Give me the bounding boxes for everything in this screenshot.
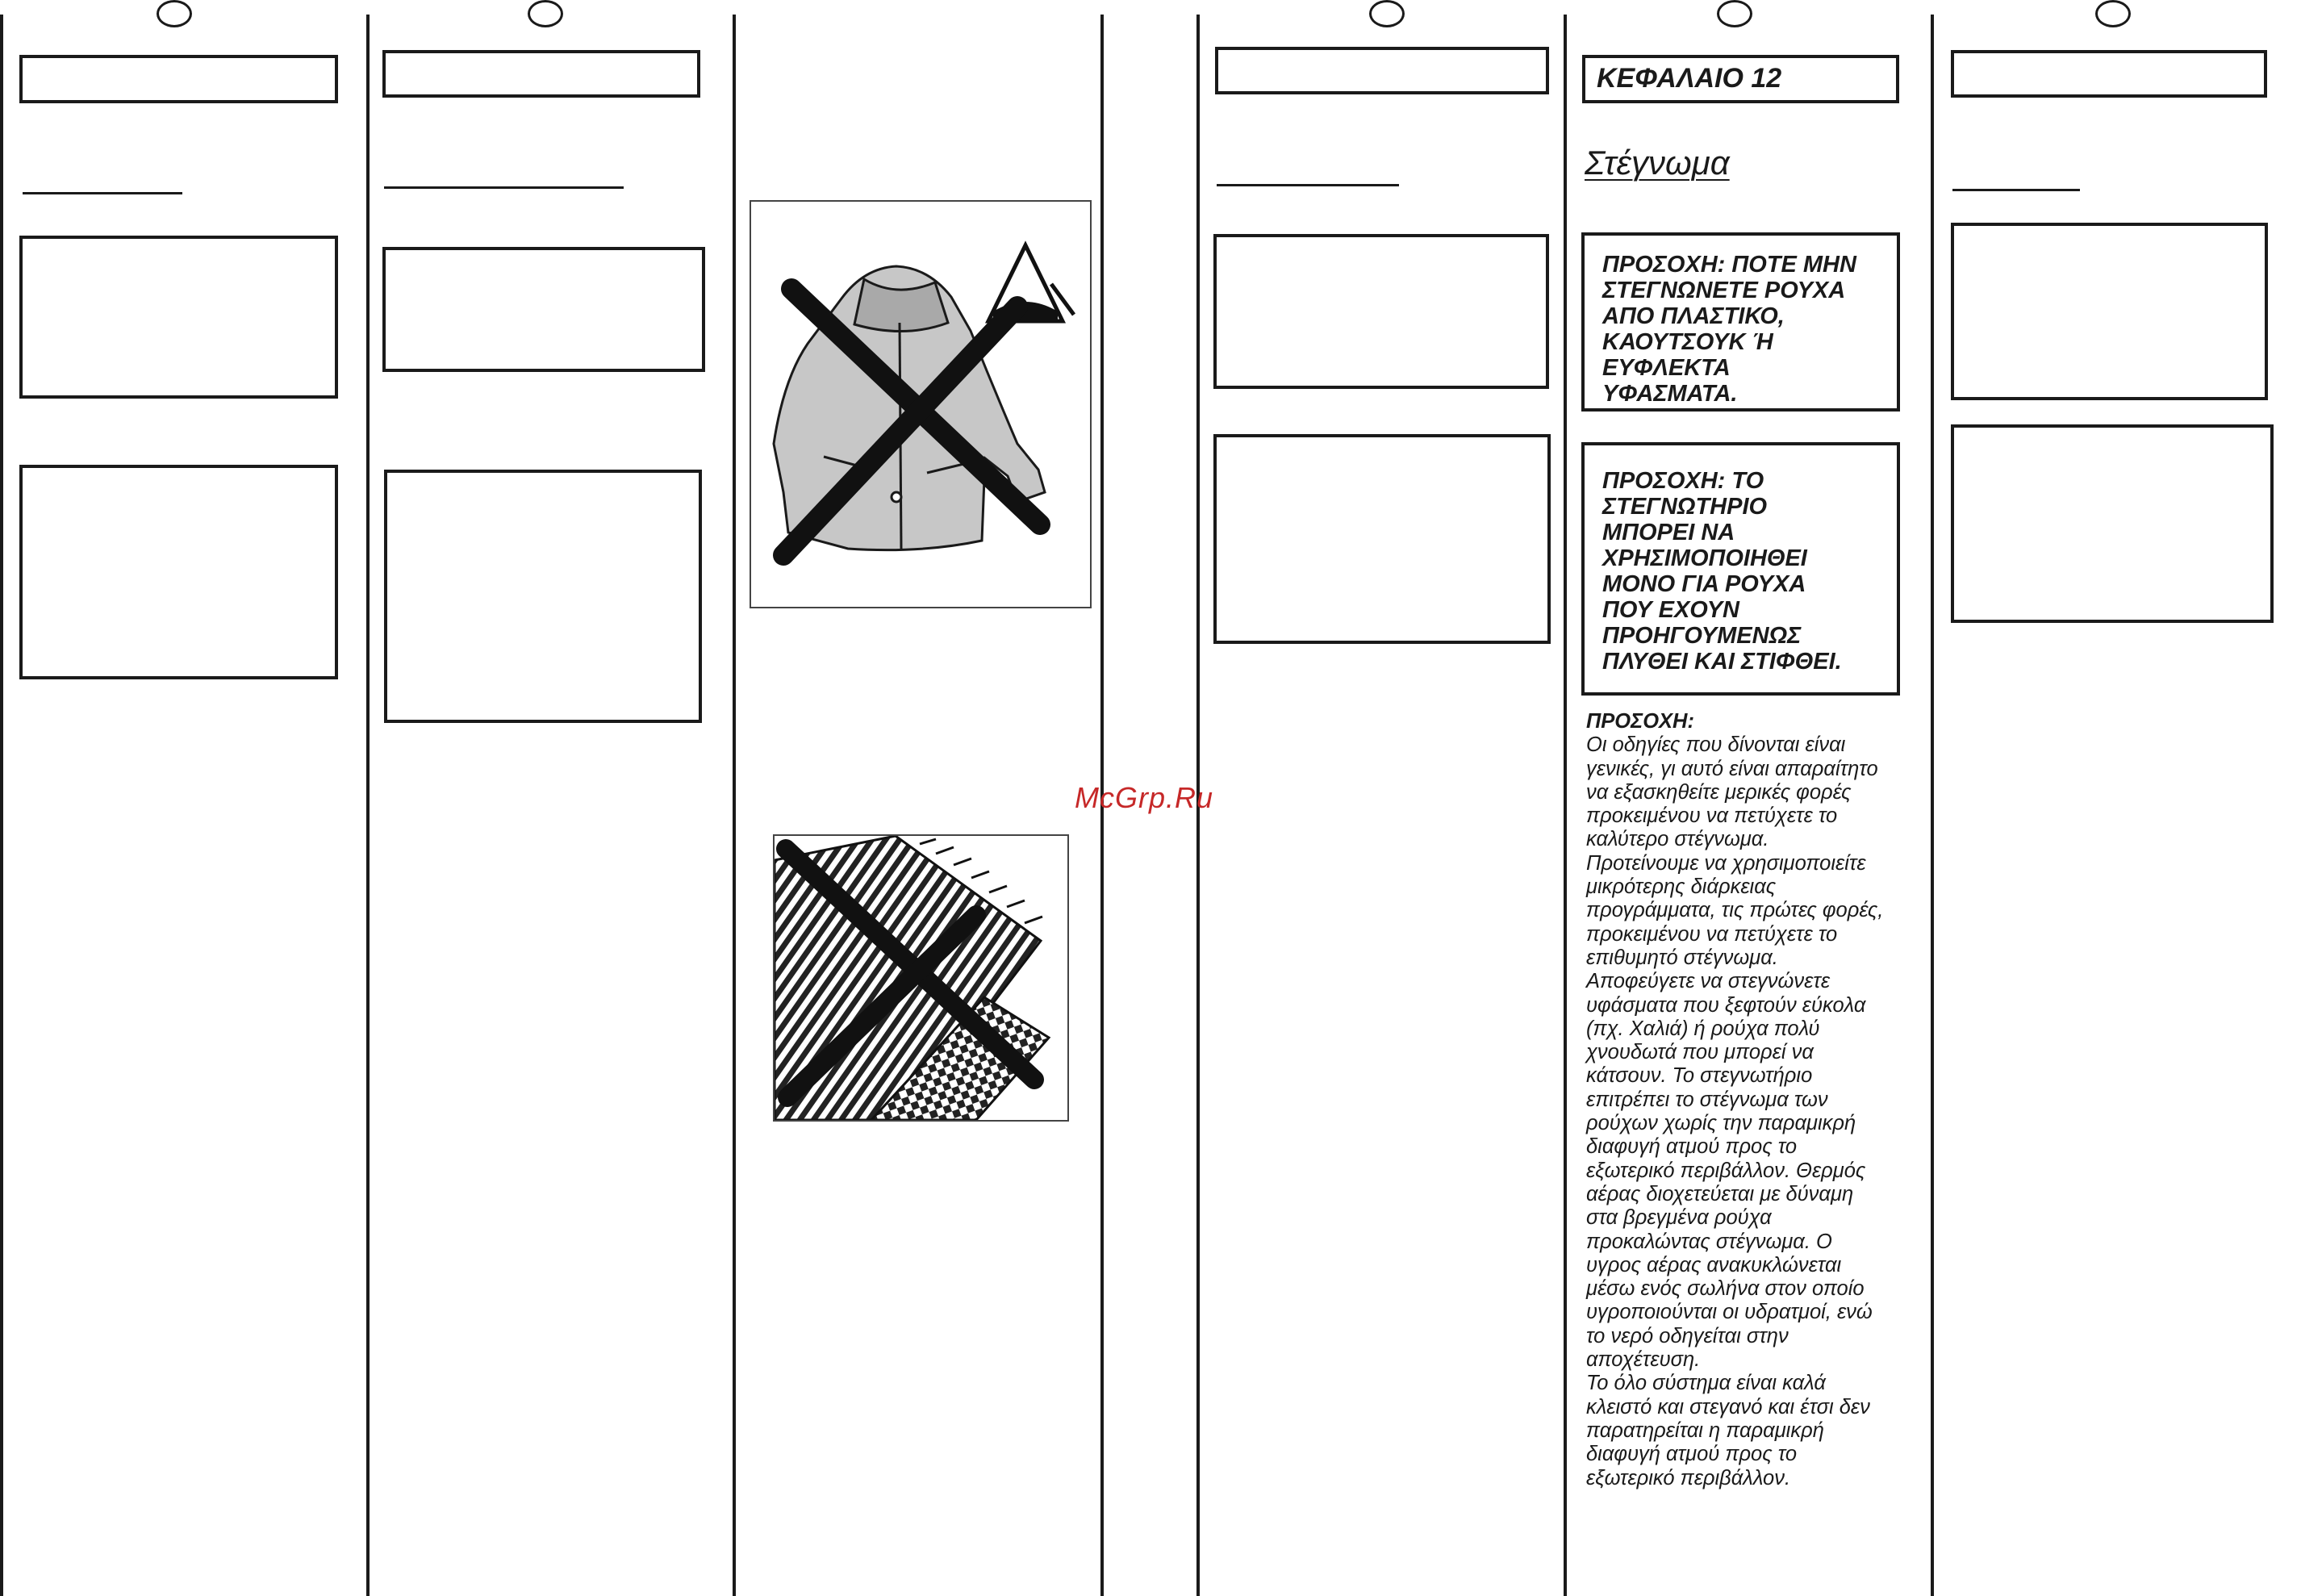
column-divider — [733, 15, 736, 1596]
warning-line: ΠΡΟΗΓΟΥΜΕΝΩΣ — [1602, 623, 1802, 649]
body-line: ρούχων χωρίς την παραμικρή — [1586, 1112, 1856, 1135]
body-heading: ΠΡΟΣΟΧΗ: — [1586, 710, 1694, 733]
warning-box-2 — [1581, 442, 1900, 696]
empty-note-box — [1213, 434, 1551, 644]
empty-underline — [384, 186, 624, 189]
warning-line: ΠΡΟΣΟΧΗ: ΤΟ — [1602, 468, 1764, 494]
body-line: μέσω ενός σωλήνα στον οποίο — [1586, 1277, 1865, 1301]
binding-hole-3 — [1369, 0, 1405, 27]
jacket-figure — [750, 200, 1092, 608]
body-line: Το όλο σύστημα είναι καλά — [1586, 1372, 1826, 1395]
empty-underline — [1952, 189, 2080, 191]
body-line: προκαλώντας στέγνωμα. Ο — [1586, 1230, 1832, 1253]
warning-line: ΑΠΟ ΠΛΑΣΤΙΚΟ, — [1602, 303, 1785, 329]
body-line: κλειστό και στεγανό και έτσι δεν — [1586, 1395, 1870, 1418]
body-line: προκειμένου να πετύχετε το — [1586, 804, 1838, 828]
empty-header-box — [1215, 47, 1549, 94]
warning-line: ΥΦΑΣΜΑΤΑ. — [1602, 381, 1738, 407]
warning-line: ΠΛΥΘΕΙ ΚΑΙ ΣΤΙΦΘΕΙ. — [1602, 649, 1842, 675]
body-line: να εξασκηθείτε μερικές φορές — [1586, 780, 1852, 804]
body-line: παρατηρείται η παραμικρή — [1586, 1418, 1824, 1442]
rug-figure — [773, 834, 1069, 1122]
empty-note-box — [1951, 223, 2268, 400]
body-line: επιθυμητό στέγνωμα. — [1586, 946, 1778, 969]
body-line: (πχ. Χαλιά) ή ρούχα πολύ — [1586, 1017, 1820, 1040]
body-line: στα βρεγμένα ρούχα — [1586, 1206, 1772, 1230]
body-line: αποχέτευση. — [1586, 1348, 1701, 1372]
empty-underline — [23, 192, 182, 194]
body-line: υγροποιούνται οι υδρατμοί, ενώ — [1586, 1301, 1873, 1324]
body-line: επιτρέπει το στέγνωμα των — [1586, 1088, 1828, 1111]
body-line: εξωτερικό περιβάλλον. Θερμός — [1586, 1159, 1866, 1182]
empty-header-box — [19, 55, 338, 103]
empty-header-box — [1951, 50, 2267, 98]
empty-note-box — [19, 465, 338, 679]
body-line: εξωτερικό περιβάλλον. — [1586, 1466, 1791, 1489]
warning-line: ΚΑΟΥΤΣΟΥΚ Ή — [1602, 329, 1773, 355]
body-line: υφάσματα που ξεφτούν εύκολα — [1586, 993, 1866, 1017]
empty-note-box — [1951, 424, 2274, 623]
body-line: υγρος αέρας ανακυκλώνεται — [1586, 1253, 1842, 1276]
empty-note-box — [382, 247, 705, 372]
body-line: το νερό οδηγείται στην — [1586, 1324, 1789, 1347]
body-line: διαφυγή ατμού προς το — [1586, 1443, 1798, 1466]
warning-line: ΠΡΟΣΟΧΗ: ΠΟΤΕ ΜΗΝ — [1602, 252, 1856, 278]
body-line: διαφυγή ατμού προς το — [1586, 1135, 1798, 1159]
body-line: Αποφεύγετε να στεγνώνετε — [1586, 970, 1831, 993]
body-line: αέρας διοχετεύεται με δύναμη — [1586, 1182, 1854, 1205]
empty-note-box — [19, 236, 338, 399]
warning-line: ΕΥΦΛΕΚΤΑ — [1602, 355, 1731, 381]
body-line: καλύτερο στέγνωμα. — [1586, 828, 1769, 851]
body-line: Προτείνουμε να χρησιμοποιείτε — [1586, 851, 1866, 875]
body-text — [1586, 710, 1917, 1490]
column-divider — [1931, 15, 1934, 1596]
section-title: Στέγνωμα — [1585, 144, 1730, 182]
column-divider — [1564, 15, 1567, 1596]
warning-box-1 — [1581, 232, 1900, 412]
binding-hole-1 — [157, 0, 192, 27]
body-line: χνουδωτά που μπορεί να — [1586, 1041, 1814, 1064]
empty-note-box — [1213, 234, 1549, 389]
empty-underline — [1217, 184, 1399, 186]
rug-crossed-out-icon — [775, 836, 1067, 1120]
body-line: προγράμματα, τις πρώτες φορές, — [1586, 899, 1884, 922]
warning-line: ΣΤΕΓΝΩΝΕΤΕ ΡΟΥΧΑ — [1602, 278, 1846, 303]
binding-hole-4 — [1717, 0, 1752, 27]
warning-line: ΜΟΝΟ ΓΙΑ ΡΟΥΧΑ — [1602, 571, 1806, 597]
warning-line: ΠΟΥ ΕΧΟΥΝ — [1602, 597, 1739, 623]
column-divider — [366, 15, 370, 1596]
body-line: κάτσουν. Το στεγνωτήριο — [1586, 1064, 1813, 1088]
warning-line: ΜΠΟΡΕΙ ΝΑ — [1602, 520, 1735, 545]
body-line: γενικές, γι αυτό είναι απαραίτητο — [1586, 757, 1878, 780]
body-line: Οι οδηγίες που δίνονται είναι — [1586, 733, 1846, 757]
binding-hole-5 — [2095, 0, 2131, 27]
body-line: μικρότερης διάρκειας — [1586, 875, 1777, 899]
warning-line: ΧΡΗΣΙΜΟΠΟΙΗΘΕΙ — [1602, 545, 1807, 571]
body-line: προκειμένου να πετύχετε το — [1586, 922, 1838, 946]
column-divider — [0, 15, 3, 1596]
binding-hole-2 — [528, 0, 563, 27]
watermark: McGrp.Ru — [1075, 781, 1214, 814]
warning-line: ΣΤΕΓΝΩΤΗΡΙΟ — [1602, 494, 1768, 520]
empty-header-box — [382, 50, 700, 98]
jacket-crossed-out-icon — [751, 202, 1090, 607]
chapter-heading: ΚΕΦΑΛΑΙΟ 12 — [1582, 55, 1899, 103]
empty-note-box — [384, 470, 702, 723]
